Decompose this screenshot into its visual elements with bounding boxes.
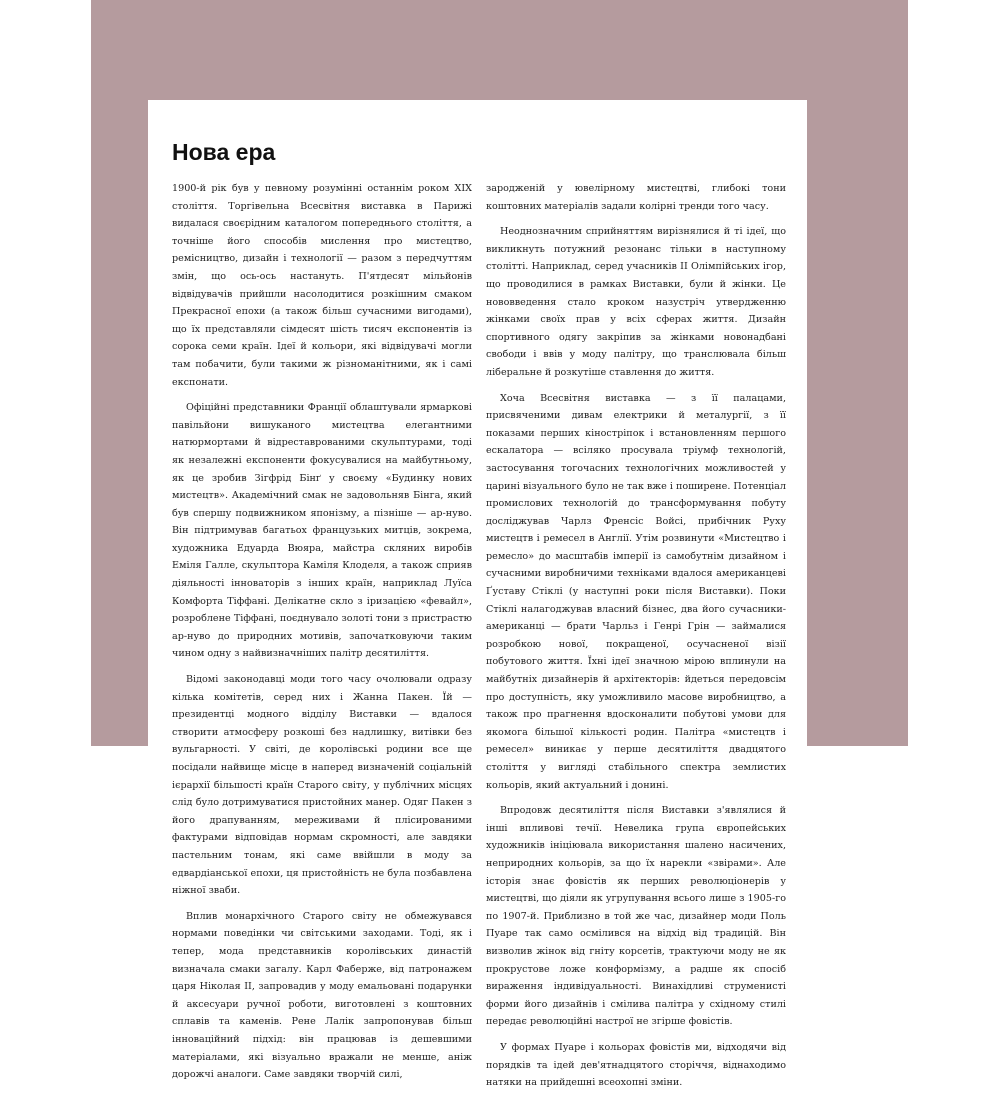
paragraph: Відомі законодавці моди того часу очолювали одразу кілька комітетів, серед них і Жанна Пакен. Їй — президентці модного відділу Виставки — вдалося створити атмосферу розкоші без надлишку, витівки без вульгарності. У світі, де королівські родини все ще посідали найвище місце в наперед визначеній соціальній ієрархії більшості країн Старого світу, у публічних місцях слід було дотримуватися пристойних манер. Одяг Пакен з його драпуванням, мереживами й плісированими фактурами відповідав нормам скромності, але завдяки пастельним тонам, які саме ввійшли в моду за едвардіанської епохи, ця пристойність не була позбавлена ніжної зваби. [172,674,472,897]
paragraph: Офіційні представники Франції облаштували ярмаркові павільйони вишуканого мистецтва елегантними натюрмортами й відреставрованими скульптурами, тоді як незалежні експоненти фокусувалися на майбутньому, як це зробив Зігфрід Бінґ у своєму «Будинку нових мистецтв». Академічний смак не задовольняв Бінга, який був спершу подвижником японізму, а пізніше — ар-нуво. Він підтримував багатьох французьких митців, зокрема, художника Едуарда Вюяра, майстра скляних виробів Еміля Галле, скульптора Каміля Клоделя, а також сприяв діяльності інноваторів з інших країн, наприклад Луїса Комфорта Тіффані. Делікатне скло з іризацією «февайл», розроблене Тіффані, поєднувало золоті тони з пристрастю ар-нуво до природних мотивів, започатковуючи таким чином одну з найвизначніших палітр десятиліття. [172,402,472,660]
paragraph: 1900-й рік був у певному розумінні останнім роком XIX століття. Торгівельна Всесвітня виставка в Парижі видалася своєрідним каталогом попереднього століття, а точніше його способів мислення про мистецтво, ремісництво, дизайн і технології — разом з передчуттям змін, що ось-ось настануть. П'ятдесят мільйонів відвідувачів прийшли насолодитися розкішним смаком Прекрасної епохи (а також більш сучасними вигодами), що їх представляли сімдесят шість тисяч експонентів із сорока семи країн. Ідеї й кольори, які відвідувачі могли там побачити, були такими ж різноманітними, як і самі експонати. [172,183,472,388]
paragraph: Впродовж десятиліття після Виставки з'являлися й інші впливові течії. Невелика група європейських художників ініціювала використання шалено насичених, неприродних кольорів, за що їх нарекли «звірами». Але історія знає фовістів як перших революціонерів у мистецтві, що діяли як угрупування всього лише з 1905-го по 1907-й. Приблизно в той же час, дизайнер моди Поль Пуаре так само осмілився на відхід від традицій. Він визволив жінок від гніту корсетів, трактуючи моду не як прокрустове ложе конформізму, а радше як спосіб вираження індивідуальності. Винахідливі струменисті форми його дизайнів і смілива палітра у східному стилі передає революційні настрої не згірше фовістів. [486,805,786,1028]
text-column-left [172,180,472,1092]
paragraph: Хоча Всесвітня виставка — з її палацами, присвяченими дивам електрики й металургії, з її показами перших кіностріпок і встановленням першого ескалатора — всіляко просувала тріумф технологій, застосування тогочасних технологічних можливостей у царині візуального було не так вже і поширене. Потенціал промислових технологій до трансформування побуту досліджував Чарлз Френсіс Войсі, прибічник Руху мистецтв і ремесел в Англії. Утім розвинути «Мистецтво і ремесло» до масштабів імперії із самобутнім дизайном і сучасними виробничими техніками вдалося американцеві Ґуставу Стіклі (у наступні роки після Виставки). Поки Стіклі налагоджував власний бізнес, два його сучасники-американці — брати Чарльз і Генрі Грін — займалися розробкою нової, покращеної, осучасненої візії побутового життя. Їхні ідеї значною мірою вплинули на майбутніх дизайнерів й архітекторів: йдеться передовсім про доступність, яку уможливило масове виробництво, а також про прагнення вдосконалити побутові умови для якомога більшої кількості родин. Палітра «мистецтв і ремесел» виникає у перше десятиліття двадцятого століття у вигляді стабільного спектра землистих кольорів, який актуальний і донині. [486,392,786,791]
paragraph: зародженій у ювелірному мистецтві, глибокі тони коштовних матеріалів задали колірні тренди того часу. [486,183,786,212]
page-title: Нова ера [172,139,276,165]
text-column-right [486,180,786,1100]
paragraph: Неоднозначним сприйняттям вирізнялися й ті ідеї, що викликнуть потужний резонанс тільки в наступному столітті. Наприклад, серед учасників II Олімпійських ігор, що проводилися в рамках Виставки, були й жінки. Це нововведення стало кроком назустріч утвердженню жінками своїх прав у всіх сферах життя. Дизайн спортивного одягу закріпив за жінками новонадбані свободи і ввів у моду палітру, що транслювала більш ліберальне й розкутіше ставлення до життя. [486,226,786,378]
paragraph: Вплив монархічного Старого світу не обмежувався нормами поведінки чи світськими заходами. Тоді, як і тепер, мода представників королівських династій визначала смаки загалу. Карл Фаберже, від патронажем царя Ніколая II, запровадив у моду емальовані подарунки й аксесуари ручної роботи, виготовлені з коштовних сплавів та каменів. Рене Лалік запропонував більш інноваційний підхід: він працював із дешевшими матеріалами, які візуально вражали не менше, аніж дорожчі аналоги. Саме завдяки творчій силі, [172,910,472,1081]
paragraph: У формах Пуаре і кольорах фовістів ми, відходячи від порядків та ідей дев'ятнадцятого сторіччя, віднаходимо натяки на прийдешні всеохопні зміни. [486,1041,786,1089]
